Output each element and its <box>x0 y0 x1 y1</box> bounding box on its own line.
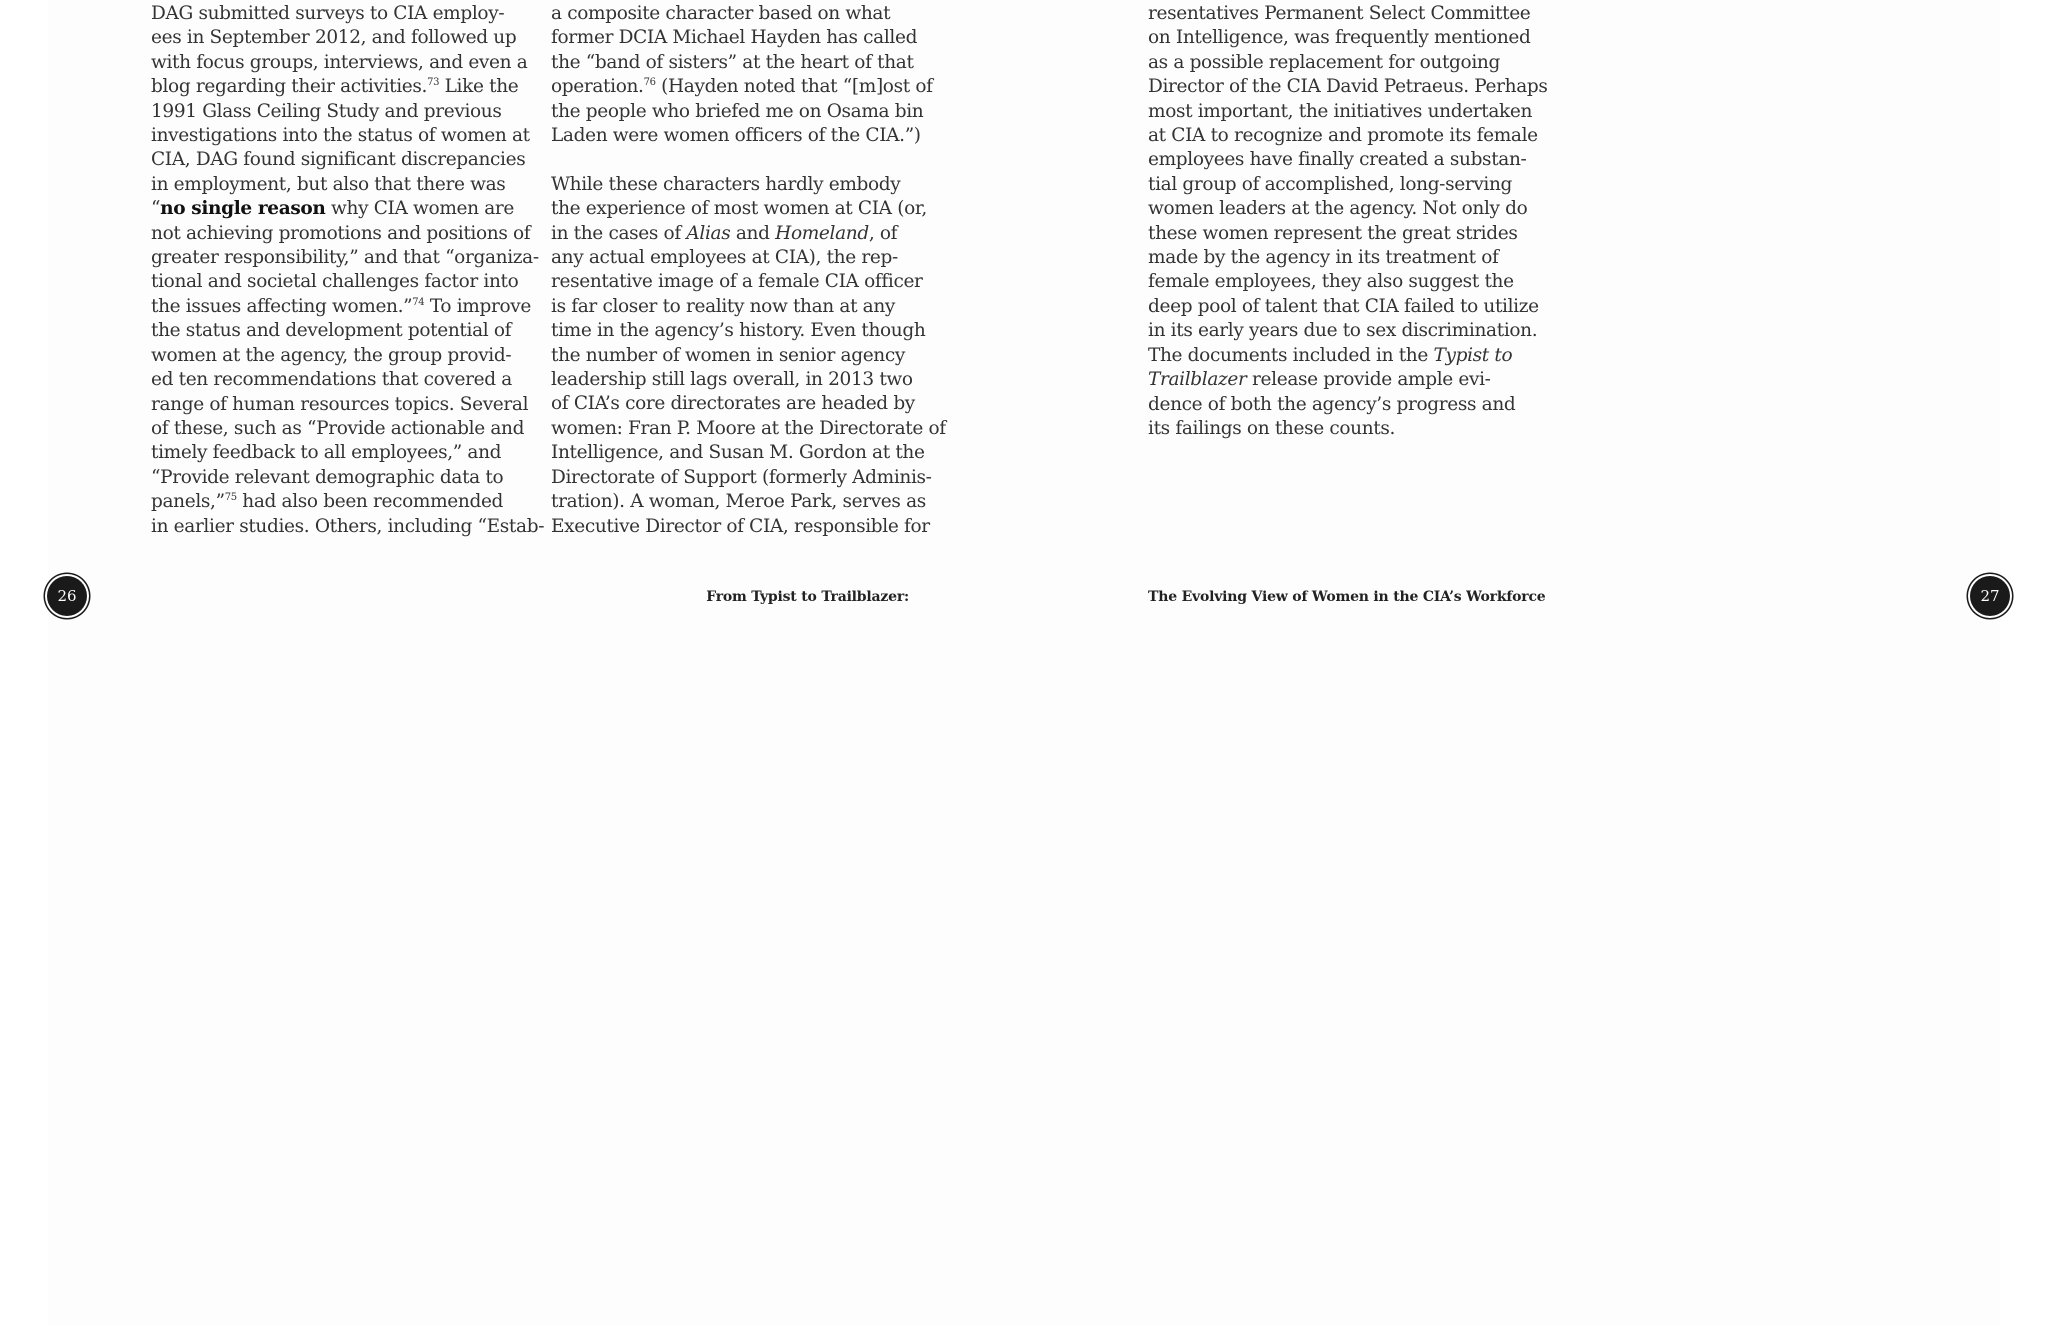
text-line: with focus groups, interviews, and even a <box>151 51 528 73</box>
text-line: in employment, but also that there was <box>151 173 506 195</box>
text-line: not achieving promotions and positions of <box>151 222 531 244</box>
text-fragment: panels,” <box>151 491 225 513</box>
text-line: made by the agency in its treatment of <box>1148 247 1499 269</box>
text-line: greater responsibility,” and that “organiza- <box>151 247 539 269</box>
text-line: any actual employees at CIA), the rep- <box>551 247 898 269</box>
bold-phrase: no single reason <box>160 198 326 220</box>
text-line: women at the agency, the group provid- <box>151 344 512 366</box>
text-line: tional and societal challenges factor into <box>151 271 519 293</box>
text-fragment: in the cases of <box>551 222 687 244</box>
footnote-ref-73[interactable]: 73 <box>427 77 440 89</box>
text-line: the experience of most women at CIA (or, <box>551 198 927 220</box>
text-line: “Provide relevant demographic data to <box>151 466 504 488</box>
right-page-column-1 <box>1148 2 1548 441</box>
text-line: Intelligence, and Susan M. Gordon at the <box>551 442 925 464</box>
text-fragment: , of <box>868 222 898 244</box>
text-line: Laden were women officers of the CIA.”) <box>551 125 921 147</box>
text-line: CIA, DAG found significant discrepancies <box>151 149 526 171</box>
text-fragment: and <box>730 222 776 244</box>
text-fragment: why CIA women are <box>325 198 514 220</box>
text-line: time in the agency’s history. Even though <box>551 320 926 342</box>
text-line: Director of the CIA David Petraeus. Perhaps <box>1148 76 1548 98</box>
text-line <box>151 75 519 99</box>
running-head-right: The Evolving View of Women in the CIA’s Workforce <box>1148 589 1546 605</box>
text-line: the “band of sisters” at the heart of that <box>551 51 914 73</box>
page-number-left: 26 <box>47 576 87 616</box>
text-line: dence of both the agency’s progress and <box>1148 393 1516 415</box>
text-line <box>551 222 911 246</box>
text-line: timely feedback to all employees,” and <box>151 442 502 464</box>
text-line <box>151 197 514 221</box>
text-line: in earlier studies. Others, including “Estab- <box>151 515 545 537</box>
text-line: former DCIA Michael Hayden has called <box>551 27 918 49</box>
text-line <box>151 490 504 514</box>
text-line: these women represent the great strides <box>1148 222 1518 244</box>
text-line: of these, such as “Provide actionable and <box>151 417 525 439</box>
footnote-ref-74[interactable]: 74 <box>412 296 425 308</box>
text-line <box>551 75 933 99</box>
text-fragment: blog regarding their activities. <box>151 76 428 98</box>
text-line: 1991 Glass Ceiling Study and previous <box>151 100 502 122</box>
text-line: female employees, they also suggest the <box>1148 271 1514 293</box>
page-number-right: 27 <box>1970 576 2010 616</box>
text-fragment: Like the <box>439 76 519 98</box>
text-line: Directorate of Support (formerly Adminis- <box>551 466 932 488</box>
text-line: at CIA to recognize and promote its female <box>1148 125 1538 147</box>
text-fragment: (Hayden noted that “[m]ost of <box>655 76 933 98</box>
text-fragment: the issues affecting women.” <box>151 295 413 317</box>
text-line <box>1148 344 1513 368</box>
text-line: tial group of accomplished, long-serving <box>1148 173 1513 195</box>
italic-title-homeland: Homeland <box>775 222 869 244</box>
text-line: resentative image of a female CIA officer <box>551 271 923 293</box>
text-fragment: operation. <box>551 76 644 98</box>
paragraph-gap <box>551 148 911 172</box>
text-line: a composite character based on what <box>551 3 891 24</box>
text-fragment: To improve <box>424 295 531 317</box>
text-line: resentatives Permanent Select Committee <box>1148 3 1531 24</box>
text-line: employees have finally created a substan- <box>1148 149 1527 171</box>
text-line <box>1148 368 1508 392</box>
text-line <box>151 295 531 319</box>
text-line: its failings on these counts. <box>1148 417 1396 439</box>
text-fragment: The documents included in the <box>1148 344 1434 366</box>
text-line: the people who briefed me on Osama bin <box>551 100 924 122</box>
text-line: as a possible replacement for outgoing <box>1148 51 1500 73</box>
text-line: of CIA’s core directorates are headed by <box>551 393 915 415</box>
text-line: While these characters hardly embody <box>551 173 901 195</box>
text-fragment: release provide ample evi- <box>1246 369 1491 391</box>
text-line: Executive Director of CIA, responsible for <box>551 515 930 537</box>
text-line: women leaders at the agency. Not only do <box>1148 198 1528 220</box>
italic-title-typist: Typist to <box>1433 344 1513 366</box>
footnote-ref-75[interactable]: 75 <box>224 491 237 503</box>
text-line: leadership still lags overall, in 2013 two <box>551 369 913 391</box>
text-line: on Intelligence, was frequently mentioned <box>1148 27 1531 49</box>
text-line: investigations into the status of women at <box>151 125 530 147</box>
footnote-ref-76[interactable]: 76 <box>643 77 656 89</box>
text-line: is far closer to reality now than at any <box>551 295 896 317</box>
text-fragment: had also been recommended <box>236 491 504 513</box>
text-line: deep pool of talent that CIA failed to utilize <box>1148 295 1539 317</box>
text-line: most important, the initiatives undertaken <box>1148 100 1533 122</box>
left-page-column-2 <box>551 2 946 539</box>
text-line: tration). A woman, Meroe Park, serves as <box>551 491 926 513</box>
text-line: in its early years due to sex discrimination. <box>1148 320 1538 342</box>
italic-title-trailblazer: Trailblazer <box>1148 369 1247 391</box>
text-line: the number of women in senior agency <box>551 344 905 366</box>
text-line: DAG submitted surveys to CIA employ- <box>151 3 505 24</box>
text-line: range of human resources topics. Several <box>151 393 529 415</box>
text-line: ees in September 2012, and followed up <box>151 27 517 49</box>
italic-title-alias: Alias <box>686 222 731 244</box>
text-line: the status and development potential of <box>151 320 512 342</box>
running-head-left: From Typist to Trailblazer: <box>706 589 909 605</box>
text-fragment: “ <box>151 198 161 220</box>
left-page-column-1 <box>151 2 545 539</box>
text-line: ed ten recommendations that covered a <box>151 369 512 391</box>
text-line: women: Fran P. Moore at the Directorate of <box>551 417 946 439</box>
